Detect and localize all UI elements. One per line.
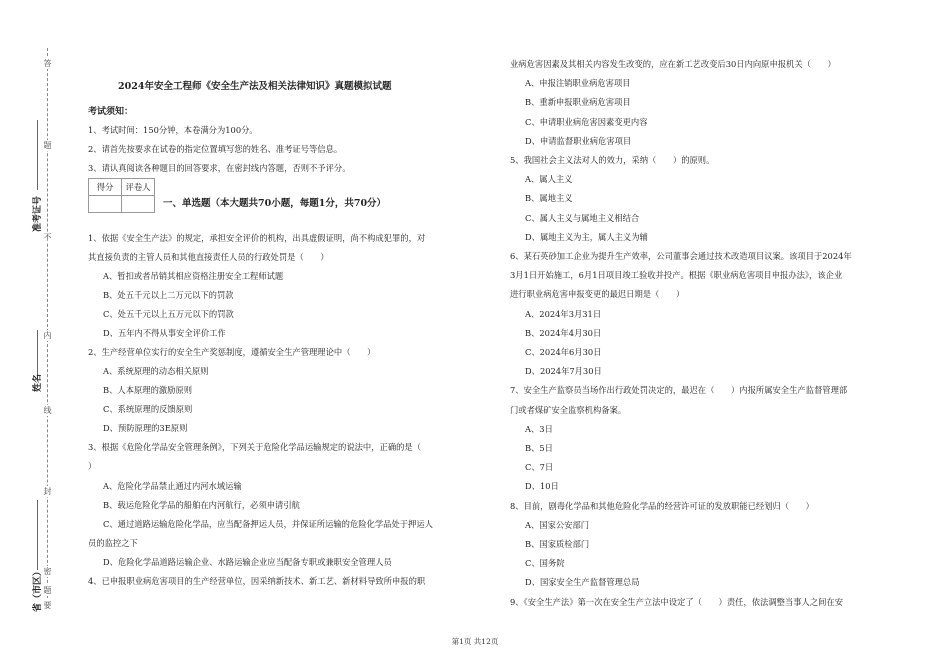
question-line: D、申请监督职业病危害项目 (525, 135, 632, 146)
seal-char: 封 (43, 487, 52, 496)
notice-heading: 考试须知： (88, 107, 134, 117)
question-line: B、2024年4月30日 (525, 327, 602, 338)
name-label: 姓名 (33, 373, 43, 392)
seal-char: 题 (43, 586, 52, 595)
notice-item: 3、请认真阅读各种题目的回答要求，在密封线内答题，否则不予评分。 (88, 163, 351, 173)
question-line: C、属人主义与属地主义相结合 (525, 212, 640, 223)
question-line: B、处五千元以上二万元以下的罚款 (103, 290, 234, 300)
section-title: 一、单选题（本大题共70小题，每题1分，共70分） (163, 198, 387, 209)
question-line: B、5日 (525, 443, 553, 453)
seal-char: 答 (43, 59, 52, 68)
question-line: C、国务院 (525, 558, 565, 569)
question-line: B、属地主义 (525, 193, 573, 204)
question-line: B、载运危险化学品的船舶在内河航行，必须申请引航 (103, 500, 300, 510)
grader-cell (122, 196, 155, 213)
question-line: A、2024年3月31日 (525, 308, 602, 319)
question-line: 4、已申报职业病危害项目的生产经营单位，因采纳新技术、新工艺、新材料导致所申报的职 (88, 576, 426, 586)
question-line: D、属地主义为主，属人主义为辅 (525, 231, 648, 242)
grader-header: 评卷人 (122, 179, 155, 196)
ticket-fill-line (37, 120, 38, 190)
score-cell (89, 196, 122, 213)
question-line: 9、《安全生产法》第一次在安全生产立法中设定了（ ）责任，依法调整当事人之间在安 (510, 596, 844, 607)
seal-char: 不 (43, 233, 52, 242)
question-line: 2、生产经营单位实行的安全生产奖惩制度，遵循安全生产管理理论中（ ） (88, 347, 376, 357)
page-footer: 第1页 共12页 (451, 637, 499, 646)
question-line: A、危险化学品禁止通过内河水域运输 (103, 481, 242, 491)
question-line: A、系统原理的动态相关原则 (103, 366, 209, 376)
ticket-number-label: 准考证号 (33, 195, 43, 232)
binding-margin (0, 0, 70, 671)
question-line: B、重新申报职业病危害项目 (525, 97, 631, 108)
region-fill-line (37, 500, 38, 570)
question-line: D、预防原理的3E原则 (103, 423, 188, 433)
score-table (88, 178, 155, 213)
question-line: B、人本原理的激励原则 (103, 385, 193, 395)
question-line: D、国家安全生产监督管理总局 (525, 577, 640, 588)
question-line: 8、目前，剧毒化学品和其他危险化学品的经营许可证的发放职能已经划归（ ） (510, 500, 814, 511)
name-fill-line (37, 330, 38, 380)
question-line: A、申报注销职业病危害项目 (525, 78, 631, 89)
question-line: 7、安全生产监察员当场作出行政处罚决定的，最迟在（ ）内报所属安全生产监督管理部 (510, 385, 848, 396)
score-header: 得分 (89, 179, 122, 196)
question-line: C、2024年6月30日 (525, 347, 602, 357)
seal-dashed-line (47, 48, 48, 608)
seal-char: 线 (43, 406, 52, 415)
question-line: C、通过道路运输危险化学品，应当配备押运人员，并保证所运输的危险化学品处于押运人 (103, 519, 433, 529)
question-line: A、国家公安部门 (525, 519, 590, 530)
document-title: 2024年安全工程师《安全生产法及相关法律知识》真题模拟试题 (118, 81, 392, 92)
seal-char: 要 (43, 601, 52, 610)
question-line: 5、我国社会主义法对人的效力，采纳（ ）的原则。 (510, 155, 715, 165)
question-line: B、国家质检部门 (525, 539, 590, 549)
question-line: 3、根据《危险化学品安全管理条例》，下列关于危险化学品运输规定的说法中，正确的是（ (88, 442, 422, 452)
question-line: 3月1日开始施工，6月1日项目竣工验收并投产。根据《职业病危害项目申报办法》，该企业 (510, 270, 843, 281)
seal-char: 题 (43, 141, 52, 150)
notice-item: 2、请首先按要求在试卷的指定位置填写您的姓名、准考证号等信息。 (88, 144, 343, 154)
question-line: 1、依据《安全生产法》的规定，承担安全评价的机构，出具虚假证明，尚不构成犯罪的，对 (88, 233, 426, 243)
question-line: C、处五千元以上五万元以下的罚款 (103, 309, 234, 319)
question-line: 业病危害因素及其相关内容发生改变的，应在新工艺改变后30日内向原申报机关（ ） (510, 59, 836, 69)
question-line: C、7日 (525, 462, 554, 473)
notice-item: 1、考试时间：150分钟，本卷满分为100分。 (88, 125, 258, 135)
question-line: C、申请职业病危害因素变更内容 (525, 116, 648, 127)
question-line: ） (88, 461, 97, 471)
question-line: A、3日 (525, 423, 553, 434)
question-line: 员的监控之下 (88, 538, 138, 548)
region-label: 省（市区） (33, 566, 43, 612)
question-line: A、属人主义 (525, 174, 573, 185)
question-line: D、危险化学品道路运输企业、水路运输企业应当配备专职或兼职安全管理人员 (103, 557, 392, 567)
seal-char: 内 (43, 331, 52, 340)
question-line: 6、某石英砂加工企业为提升生产效率，公司董事会通过技术改造项目议案。该项目于2024年 (510, 251, 852, 261)
question-line: D、2024年7月30日 (525, 366, 602, 377)
question-line: C、系统原理的反馈原则 (103, 404, 193, 414)
question-line: A、暂扣或者吊销其相应资格注册安全工程师试题 (103, 271, 284, 281)
question-line: 其直接负责的主管人员和其他直接责任人员的行政处罚是（ ） (88, 252, 329, 262)
question-line: 门或者煤矿安全监察机构备案。 (510, 404, 627, 415)
question-line: D、五年内不得从事安全评价工作 (103, 328, 226, 338)
seal-char: 密 (43, 567, 52, 576)
question-line: D、10日 (525, 481, 559, 492)
question-line: 进行职业病危害申报变更的最迟日期是（ ） (510, 289, 685, 300)
